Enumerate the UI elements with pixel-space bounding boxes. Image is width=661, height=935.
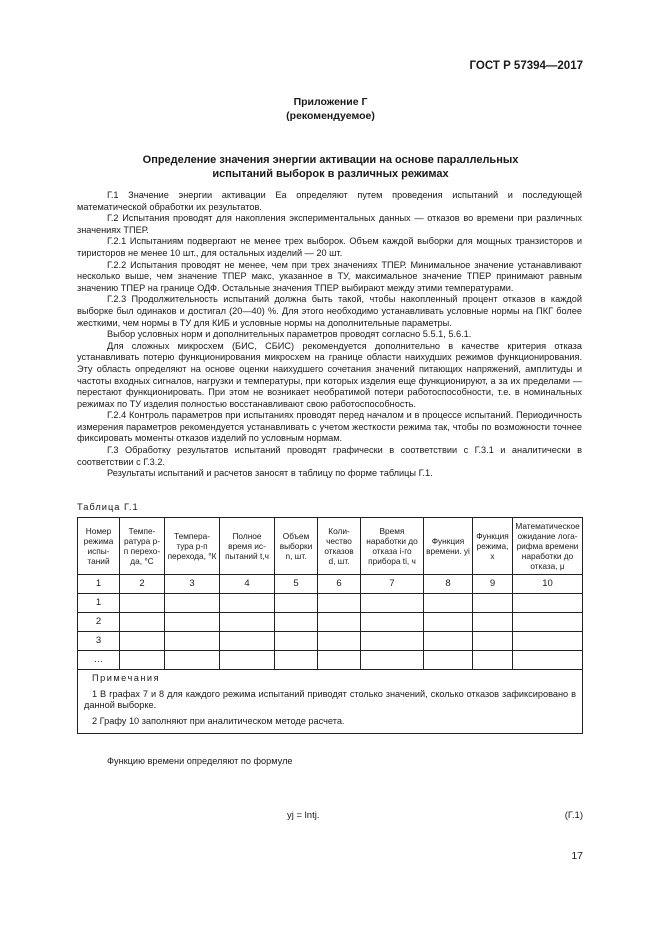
empty-cell [361, 651, 424, 670]
appendix-subtitle: (рекомендуемое) [286, 110, 375, 122]
table-row [78, 632, 583, 651]
row-label: 3 [78, 632, 120, 651]
empty-cell [361, 632, 424, 651]
paragraph-g2-1: Г.2.1 Испытаниям подвергают не менее трех выборок. Объем каждой выборки для мощных транзисторов и тиристоров не менее 10 шт., для остальных изделий — 20 шт. [77, 236, 582, 258]
row-label: … [78, 651, 120, 670]
column-number: 5 [275, 575, 318, 594]
header-time-function: Функция времени. yi [424, 518, 473, 575]
empty-cell [424, 594, 473, 613]
empty-cell [120, 632, 165, 651]
paragraph-g3: Г.3 Обработку результатов испытаний проводят графически в соответствии с Г.3.1 и аналитически в соответствии с Г.3.2. [77, 445, 582, 467]
column-number: 2 [120, 575, 165, 594]
empty-cell [361, 594, 424, 613]
empty-cell [220, 594, 275, 613]
formula-number: (Г.1) [564, 810, 583, 821]
article-title-line-1: Определение значения энергии активации на основе параллельных [142, 154, 519, 166]
empty-cell [424, 613, 473, 632]
empty-cell [318, 613, 361, 632]
empty-cell [318, 632, 361, 651]
empty-cell [220, 651, 275, 670]
header-temperature-k: Температура р-п перехода, °К [165, 518, 220, 575]
table-notes [78, 670, 583, 734]
paragraph-g2: Г.2 Испытания проводят для накопления экспериментальных данных — отказов во времени при различных значениях TПЕР. [77, 213, 582, 235]
empty-cell [165, 632, 220, 651]
empty-cell [220, 632, 275, 651]
empty-cell [424, 651, 473, 670]
empty-cell [513, 632, 583, 651]
column-number: 3 [165, 575, 220, 594]
formula: yj = lntj. [287, 810, 320, 821]
table-column-numbers-row [78, 575, 583, 594]
empty-cell [361, 613, 424, 632]
empty-cell [318, 651, 361, 670]
empty-cell [513, 613, 583, 632]
header-sample-size: Объем выборки n, шт. [275, 518, 318, 575]
table-row [78, 613, 583, 632]
paragraph-g2-3: Г.2.3 Продолжительность испытаний должна быть такой, чтобы накопленный процент отказов в каждой выборке был одинаков и достигал (20—40) %. Для этого необходимо устанавливать условные нормы на ПКГ более жесткими, чем нормы в ТУ для КИБ и условные нормы на дополнительные параметры. [77, 294, 582, 328]
empty-cell [318, 594, 361, 613]
column-number: 1 [78, 575, 120, 594]
empty-cell [473, 613, 513, 632]
paragraph-g2-4: Г.2.4 Контроль параметров при испытаниях проводят перед началом и в процессе испытаний. Периодичность измерения параметров рекомендуется устанавливать с учетом жесткости режима так, чтобы по возможности точнее фиксировать моменты отказов изделий по условным нормам. [77, 410, 582, 444]
row-label: 1 [78, 594, 120, 613]
empty-cell [275, 632, 318, 651]
note-2: 2 Графу 10 заполняют при аналитическом методе расчета. [92, 715, 345, 726]
article-title [0, 153, 661, 181]
article-body [77, 190, 582, 480]
appendix-heading [0, 95, 661, 123]
article-title-line-2: испытаний выборок в различных режимах [212, 168, 449, 180]
document-code: ГОСТ Р 57394—2017 [469, 60, 583, 72]
column-number: 10 [513, 575, 583, 594]
results-table [77, 517, 583, 734]
empty-cell [220, 613, 275, 632]
column-number: 9 [473, 575, 513, 594]
paragraph-complex-chips: Для сложных микросхем (БИС, СБИС) рекомендуется дополнительно в качестве критерия отказа устанавливать потерю функционирования микросхем на границе области наихудших режимов функционирования. Эту область определяют на основе оценки наихудшего сочетания значений питающих напряжений, амплитуды и частоты входных сигналов, нагрузки и температуры, при которых изделия еще функционируют, а за их пределами — перестают функционировать. При этом не возникает необратимой потери работоспособности, т.е. в номинальных режимах по ТУ изделия полностью восстанавливают свою работоспособность. [77, 340, 582, 409]
row-label: 2 [78, 613, 120, 632]
empty-cell [165, 651, 220, 670]
header-test-time: Полное время испытаний t,ч [220, 518, 275, 575]
paragraph-g2-2: Г.2.2 Испытания проводят не менее, чем при трех значениях TПЕР. Минимальное значение устанавливают несколько выше, чем значение TПЕР макс, указанное в ТУ, максимальное значение TПЕР принимают равным значению TПЕР на границе ОДФ. Остальные значения TПЕР выбирают между этими температурами. [77, 259, 582, 293]
header-expected-log-time: Математическое ожидание логарифма времени наработки до отказа, μ [513, 518, 583, 575]
empty-cell [513, 651, 583, 670]
table-notes-row [78, 670, 583, 734]
note-1: 1 В графах 7 и 8 для каждого режима испытаний приводят столько значений, сколько отказов зафиксировано в данной выборке. [84, 688, 576, 711]
empty-cell [424, 632, 473, 651]
header-temperature-c: Температура р-п перехода, °С [120, 518, 165, 575]
empty-cell [473, 651, 513, 670]
table-caption: Таблица Г.1 [77, 502, 139, 512]
empty-cell [473, 594, 513, 613]
empty-cell [120, 594, 165, 613]
empty-cell [275, 613, 318, 632]
empty-cell [120, 613, 165, 632]
empty-cell [165, 613, 220, 632]
column-number: 8 [424, 575, 473, 594]
formula-intro: Функцию времени определяют по формуле [107, 756, 293, 766]
page-number: 17 [571, 850, 583, 862]
table-row [78, 594, 583, 613]
table-header-row [78, 518, 583, 575]
header-time-to-failure: Время наработки до отказа i-го прибора ti, ч [361, 518, 424, 575]
header-mode-function: Функция режима, x [473, 518, 513, 575]
empty-cell [473, 632, 513, 651]
empty-cell [165, 594, 220, 613]
notes-title: Примечания [92, 673, 161, 683]
column-number: 7 [361, 575, 424, 594]
paragraph-g1: Г.1 Значение энергии активации Eа определяют путем проведения испытаний и последующей математической обработки их результатов. [77, 190, 582, 212]
paragraph-results: Результаты испытаний и расчетов заносят в таблицу по форме таблицы Г.1. [107, 468, 433, 479]
column-number: 4 [220, 575, 275, 594]
empty-cell [513, 594, 583, 613]
empty-cell [275, 594, 318, 613]
empty-cell [120, 651, 165, 670]
appendix-title: Приложение Г [293, 96, 368, 108]
table-row [78, 651, 583, 670]
paragraph-norms: Выбор условных норм и дополнительных параметров проводят согласно 5.5.1, 5.6.1. [107, 329, 472, 340]
header-failures: Количество отказов d, шт. [318, 518, 361, 575]
header-mode-number: Номер режима испытаний [78, 518, 120, 575]
empty-cell [275, 651, 318, 670]
column-number: 6 [318, 575, 361, 594]
